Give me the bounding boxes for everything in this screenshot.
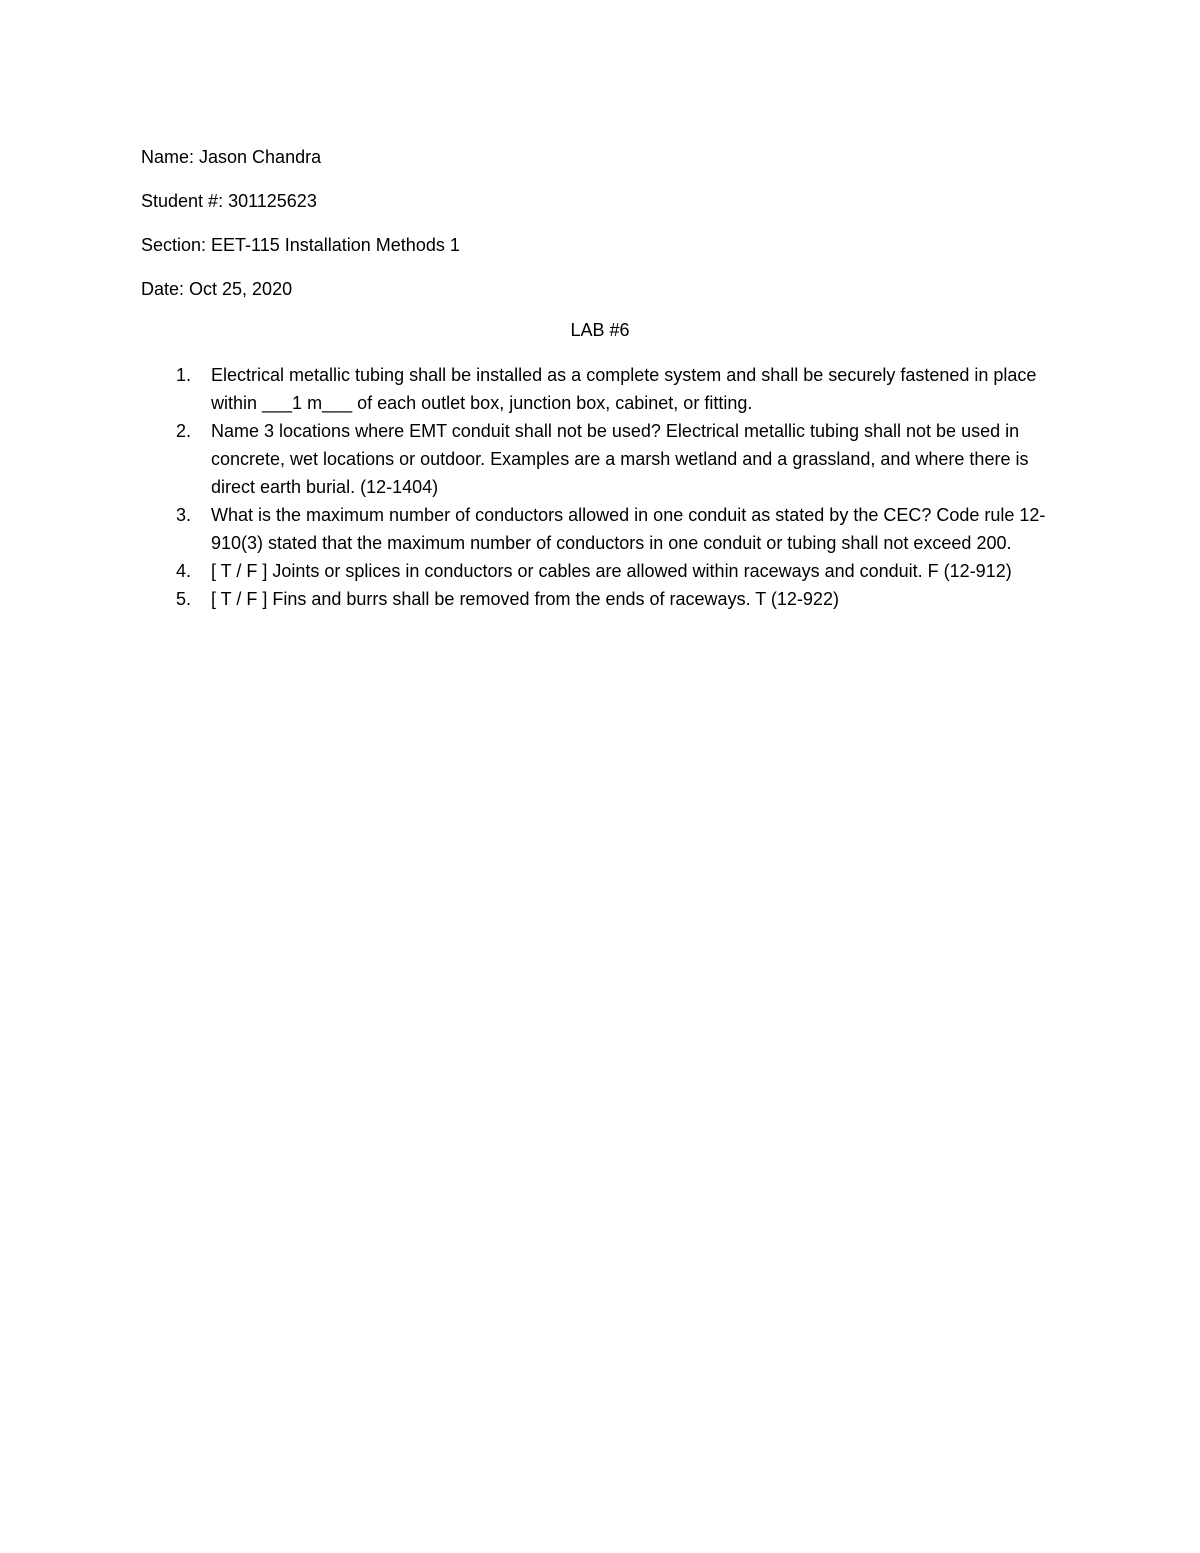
question-number: 5. <box>176 589 192 609</box>
date-field: Date: Oct 25, 2020 <box>141 279 293 299</box>
question-text: Name 3 locations where EMT conduit shall not be used? Electrical metallic tubing shall not be used in concrete, wet locations or outdoor. Examples are a marsh wetland and a grassland, and where there is direct earth burial. (12-1404) <box>211 421 1029 497</box>
question-number: 4. <box>176 561 192 581</box>
question-item <box>141 557 1061 585</box>
question-number: 2. <box>176 421 192 441</box>
name-field: Name: Jason Chandra <box>141 147 322 167</box>
question-list <box>141 361 1061 613</box>
student-number-field: Student #: 301125623 <box>141 191 317 211</box>
question-text: What is the maximum number of conductors allowed in one conduit as stated by the CEC? Code rule 12-910(3) stated that the maximum number of conductors in one conduit or tubing shall not exceed 200. <box>211 505 1046 553</box>
question-text: Electrical metallic tubing shall be installed as a complete system and shall be securely fastened in place within ___1 m___ of each outlet box, junction box, cabinet, or fitting. <box>211 365 1037 413</box>
question-number: 1. <box>176 365 192 385</box>
question-item <box>141 501 1061 557</box>
question-item <box>141 585 1061 613</box>
lab-title: LAB #6 <box>570 320 630 340</box>
question-item <box>141 417 1061 501</box>
question-text: [ T / F ] Joints or splices in conductors or cables are allowed within raceways and conduit. F (12-912) <box>211 561 1012 581</box>
question-number: 3. <box>176 505 192 525</box>
question-item <box>141 361 1061 417</box>
section-field: Section: EET-115 Installation Methods 1 <box>141 235 460 255</box>
question-text: [ T / F ] Fins and burrs shall be removed from the ends of raceways. T (12-922) <box>211 589 839 609</box>
